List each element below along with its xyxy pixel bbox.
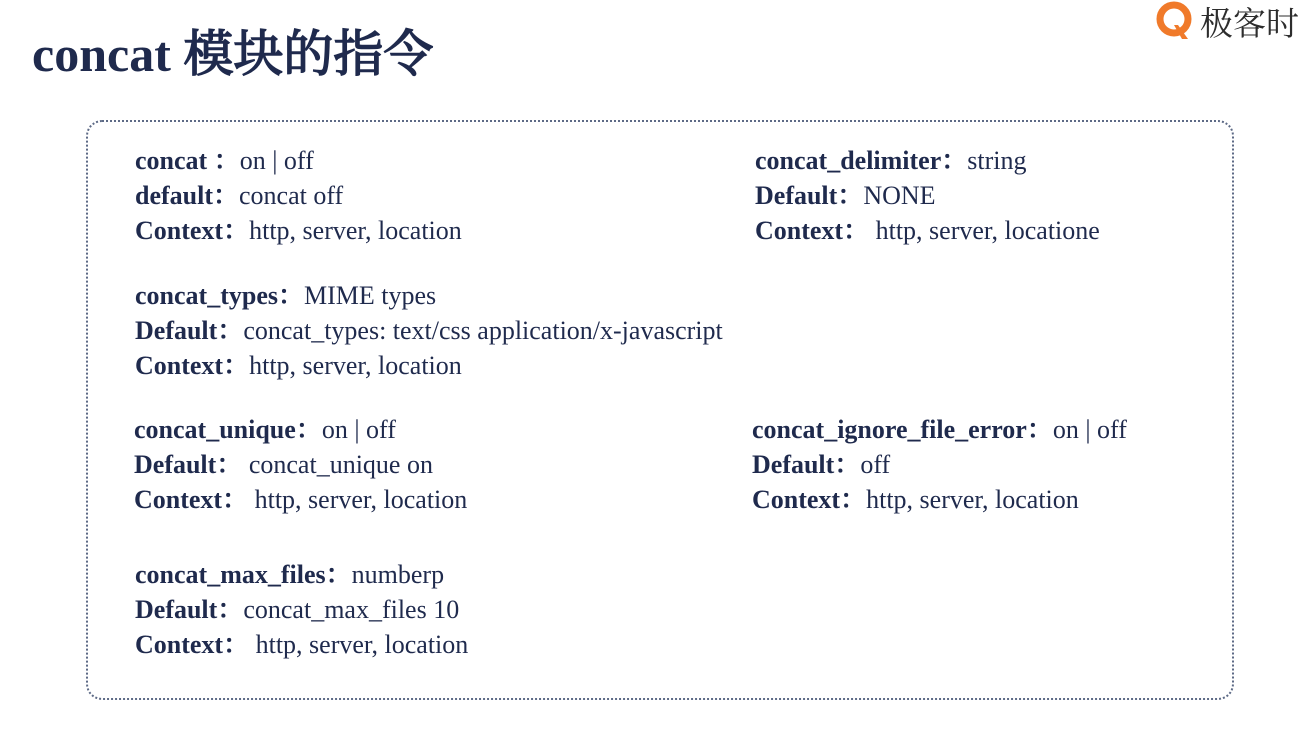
context-value: http, server, location [249, 216, 462, 245]
directive-default-line [134, 447, 467, 482]
separator: ： [216, 450, 243, 479]
directive-key: concat_types [135, 281, 278, 310]
separator: ： [837, 181, 864, 210]
directive-value: on | off [239, 146, 314, 175]
separator: ： [277, 281, 304, 310]
separator: ： [217, 595, 244, 624]
directive-context-line [134, 482, 467, 517]
separator: ： [213, 181, 240, 210]
directive-default-line [752, 447, 1127, 482]
separator: ： [223, 216, 250, 245]
context-value: http, server, locatione [869, 216, 1100, 245]
separator: ： [843, 216, 870, 245]
separator: ： [941, 146, 968, 175]
directive-concat-unique [134, 412, 467, 517]
directive-syntax-line [135, 143, 462, 178]
directive-concat-types [135, 278, 723, 383]
default-value: concat_types: text/css application/x-javascript [243, 316, 723, 345]
directive-context-line [755, 213, 1100, 248]
directive-concat-ignore-file-error [752, 412, 1127, 517]
context-key: Context [135, 630, 224, 659]
default-value: off [860, 450, 891, 479]
directive-key: concat_ignore_file_error [752, 415, 1027, 444]
separator: ： [834, 450, 861, 479]
separator: ： [223, 351, 250, 380]
separator: ： [223, 630, 250, 659]
separator: ： [217, 316, 244, 345]
brand-logo-text: 极客时 [1200, 3, 1299, 43]
directive-value: on | off [1052, 415, 1127, 444]
context-value: http, server, location [248, 485, 468, 514]
directive-syntax-line [752, 412, 1127, 447]
directive-syntax-line [135, 557, 468, 592]
directive-value: on | off [321, 415, 396, 444]
directive-value: MIME types [304, 281, 437, 310]
directive-key: concat [135, 146, 214, 175]
brand-logo [1154, 0, 1306, 46]
context-key: Context [755, 216, 844, 245]
directive-default-line [135, 313, 723, 348]
directive-syntax-line [134, 412, 467, 447]
directive-default-line [755, 178, 1100, 213]
geektime-q-logo-icon [1154, 1, 1194, 41]
directive-syntax-line [135, 278, 723, 313]
default-value: concat off [239, 181, 344, 210]
directive-context-line [752, 482, 1127, 517]
directive-concat-max-files [135, 557, 468, 662]
context-key: Context [135, 216, 224, 245]
context-value: http, server, location [866, 485, 1079, 514]
separator: ： [222, 485, 249, 514]
context-key: Context [752, 485, 841, 514]
context-key: Context [135, 351, 224, 380]
default-key: default [135, 181, 213, 210]
separator: ： [840, 485, 867, 514]
context-value: http, server, location [249, 630, 469, 659]
directive-context-line [135, 213, 462, 248]
default-value: concat_unique on [242, 450, 433, 479]
directive-concat-delimiter [755, 143, 1100, 248]
context-key: Context [134, 485, 223, 514]
separator: ： [213, 146, 240, 175]
context-value: http, server, location [249, 351, 462, 380]
directive-context-line [135, 348, 723, 383]
directive-default-line [135, 592, 468, 627]
directive-concat [135, 143, 462, 248]
default-key: Default [135, 316, 218, 345]
directive-syntax-line [755, 143, 1100, 178]
directive-value: numberp [351, 560, 445, 589]
slide-title: concat 模块的指令 [32, 26, 434, 82]
directive-key: concat_unique [134, 415, 296, 444]
separator: ： [295, 415, 322, 444]
directive-value: string [967, 146, 1027, 175]
separator: ： [1026, 415, 1053, 444]
separator: ： [325, 560, 352, 589]
default-key: Default [752, 450, 835, 479]
default-key: Default [755, 181, 838, 210]
directive-key: concat_max_files [135, 560, 326, 589]
default-key: Default [135, 595, 218, 624]
directive-key: concat_delimiter [755, 146, 942, 175]
default-key: Default [134, 450, 217, 479]
directive-context-line [135, 627, 468, 662]
default-value: NONE [863, 181, 936, 210]
directive-default-line [135, 178, 462, 213]
default-value: concat_max_files 10 [243, 595, 460, 624]
